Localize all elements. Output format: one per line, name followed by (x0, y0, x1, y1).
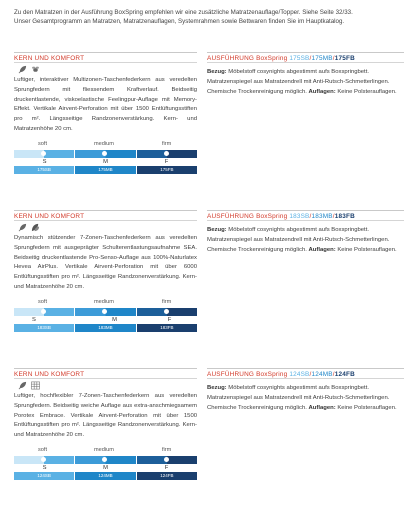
firmness-medium-label: medium (94, 446, 114, 453)
scale-soft (14, 150, 75, 158)
model-code-firm: 124FB (334, 371, 355, 378)
scale-dot (102, 457, 107, 462)
core-description: Dynamisch stützender 7-Zonen-Taschenfederkern aus veredelten Sprungfedern mit ausgeprägter Schulterentlastungsaufnahme SEA. Beidseitig druckentlastende Pro-Senso-Auflage aus 100%-Naturlatex Hevea AirPlus. Vertikale Airvent-Perforation mit über 6000 Entlüftungsstiften pro m². Längsseitige Randzonenverstärkung. Kern- und Matratzenhöhe 20 cm. (14, 235, 197, 290)
bee-icon (31, 65, 40, 74)
firmness-firm-label: firm (162, 140, 172, 147)
mattress-section-124 (14, 368, 404, 500)
model-code-firm: 175FB (334, 55, 355, 62)
model-heading: AUSFÜHRUNG BoxSpring 124SB/124MB/124FB (207, 371, 355, 378)
scale-dot (102, 309, 107, 314)
model-code-firm: 183FB (334, 213, 355, 220)
firmness-letters (14, 158, 197, 166)
model-code-soft: 124SB (289, 371, 310, 378)
code-soft: 124SB (14, 472, 75, 480)
cover-label: Bezug: (207, 69, 227, 75)
model-heading: AUSFÜHRUNG BoxSpring 183SB/183MB/183FB (207, 213, 355, 220)
firmness-soft-label: soft (38, 446, 48, 453)
cover-description (207, 68, 404, 97)
feature-icons (14, 221, 197, 234)
model-code-soft: 175SB (289, 55, 310, 62)
code-medium: 175MB (75, 166, 136, 174)
firmness-labels (14, 447, 197, 455)
firmness-letters (14, 464, 197, 472)
section-heading: KERN UND KOMFORT (14, 371, 85, 378)
pads-label: Auflagen: (308, 246, 336, 253)
scale-soft (14, 456, 75, 464)
letter-s: S (42, 464, 47, 471)
section-heading: KERN UND KOMFORT (14, 213, 85, 220)
model-prefix: AUSFÜHRUNG BoxSpring (207, 371, 290, 378)
scale-dot (41, 309, 46, 314)
model-codes-bar (14, 166, 197, 174)
pads-text: Keine Polsterauflagen. (337, 404, 397, 411)
model-heading: AUSFÜHRUNG BoxSpring 175SB/175MB/175FB (207, 55, 355, 62)
firmness-scale (14, 150, 197, 158)
model-column (207, 210, 404, 255)
code-soft: 183SB (14, 324, 75, 332)
pads-label: Auflagen: (308, 88, 336, 95)
firmness-medium-label: medium (94, 298, 114, 305)
feature-icons (14, 63, 197, 76)
leaf-icon (18, 223, 27, 232)
firmness-medium-label: medium (94, 140, 114, 147)
cover-description (207, 226, 404, 255)
model-code-medium: 124MB (311, 371, 333, 378)
letter-m: M (112, 316, 117, 323)
firmness-firm-label: firm (162, 298, 172, 305)
cover-text: Möbelstoff cosynights abgestimmt aufs Boxspringbett. Matratzenspiegel aus Matratzendrell mit Anti-Rutsch-Schmetterlingen. Chemische Trockenreinigung möglich. (207, 69, 390, 95)
pads-text: Keine Polsterauflagen. (337, 246, 397, 253)
leaf-icon (18, 381, 27, 390)
intro-text (14, 8, 404, 26)
scale-dot (102, 151, 107, 156)
code-firm: 124FB (137, 472, 197, 480)
feature-icons (14, 379, 197, 392)
grid-icon (31, 381, 40, 390)
cover-label: Bezug: (207, 227, 227, 233)
core-comfort-column (14, 52, 197, 174)
firmness-firm-label: firm (162, 446, 172, 453)
pads-text: Keine Polsterauflagen. (337, 88, 397, 95)
firmness-scale (14, 456, 197, 464)
code-firm: 183FB (137, 324, 197, 332)
firmness-letters (14, 316, 197, 324)
mattress-section-175 (14, 52, 404, 182)
cover-text: Möbelstoff cosynights abgestimmt aufs Boxspringbett. Matratzenspiegel aus Matratzendrell mit Anti-Rutsch-Schmetterlingen. Chemische Trockenreinigung möglich. (207, 227, 390, 253)
cover-description (207, 384, 404, 413)
letter-f: F (164, 158, 169, 165)
letter-s: S (42, 158, 47, 165)
letter-f: F (164, 464, 169, 471)
model-column (207, 52, 404, 97)
leaves-icon (31, 223, 40, 232)
model-codes-bar (14, 472, 197, 480)
core-description: Luftiger, hochflexibler 7-Zonen-Taschenfederkern aus veredelten Sprungfedern. Beidseitig weiche Auflage aus extra-anschmiegsamem Porotex Embrace. Vertikale Airvent-Perforation mit über 1500 Entlüftungsstiften pro m². Längsseitige Randzonenverstärkung. Kern- und Matratzenhöhe 20 cm. (14, 393, 197, 439)
intro-line-2: Unser Gesamtprogramm an Matratzen, Matratzenauflagen, Systemrahmen sowie Bettwaren finden Sie im Hauptkatalog. (14, 18, 345, 25)
letter-m: M (103, 158, 108, 165)
core-comfort-column (14, 368, 197, 480)
model-code-soft: 183SB (289, 213, 310, 220)
scale-dot (41, 151, 46, 156)
scale-firm (137, 456, 197, 464)
code-firm: 175FB (137, 166, 197, 174)
firmness-soft-label: soft (38, 298, 48, 305)
cover-label: Bezug: (207, 385, 227, 391)
firmness-labels (14, 141, 197, 149)
scale-dot (164, 151, 169, 156)
scale-medium (75, 150, 136, 158)
scale-firm (137, 308, 197, 316)
code-medium: 183MB (75, 324, 136, 332)
code-medium: 124MB (75, 472, 136, 480)
code-soft: 175SB (14, 166, 75, 174)
section-heading: KERN UND KOMFORT (14, 55, 85, 62)
mattress-section-183 (14, 210, 404, 350)
cover-text: Möbelstoff cosynights abgestimmt aufs Boxspringbett. Matratzenspiegel aus Matratzendrell mit Anti-Rutsch-Schmetterlingen. Chemische Trockenreinigung möglich. (207, 385, 390, 411)
pads-label: Auflagen: (308, 404, 336, 411)
letter-f: F (167, 316, 172, 323)
model-code-medium: 183MB (311, 213, 333, 220)
model-code-medium: 175MB (311, 55, 333, 62)
firmness-soft-label: soft (38, 140, 48, 147)
scale-dot (41, 457, 46, 462)
scale-medium (75, 456, 136, 464)
core-comfort-column (14, 210, 197, 332)
model-prefix: AUSFÜHRUNG BoxSpring (207, 55, 290, 62)
letter-m: M (103, 464, 108, 471)
letter-s: S (32, 316, 36, 323)
scale-dot (164, 457, 169, 462)
scale-firm (137, 150, 197, 158)
core-description: Luftiger, interaktiver Multizonen-Taschenfederkern aus veredelten Sprungfedern mit fliessendem Kraftverlauf. Beidseitig druckentlastende, viskoelastische Feelingpur-Auflage mit Memory-Effekt. Vertikale Airvent-Perforation mit über 1500 Entlüftungsstiften pro m². Längsseitige Randzonenverstärkung. Kern- und Matratzenhöhe 20 cm. (14, 77, 197, 132)
scale-dot (164, 309, 169, 314)
scale-medium (75, 308, 136, 316)
firmness-scale (14, 308, 197, 316)
leaf-icon (18, 65, 27, 74)
firmness-labels (14, 299, 197, 307)
model-column (207, 368, 404, 413)
intro-line-1: Zu den Matratzen in der Ausführung BoxSpring empfehlen wir eine zusätzliche Matratzenauflage/Topper. Siehe Seite 32/33. (14, 9, 353, 16)
model-prefix: AUSFÜHRUNG BoxSpring (207, 213, 290, 220)
model-codes-bar (14, 324, 197, 332)
scale-soft (14, 308, 75, 316)
